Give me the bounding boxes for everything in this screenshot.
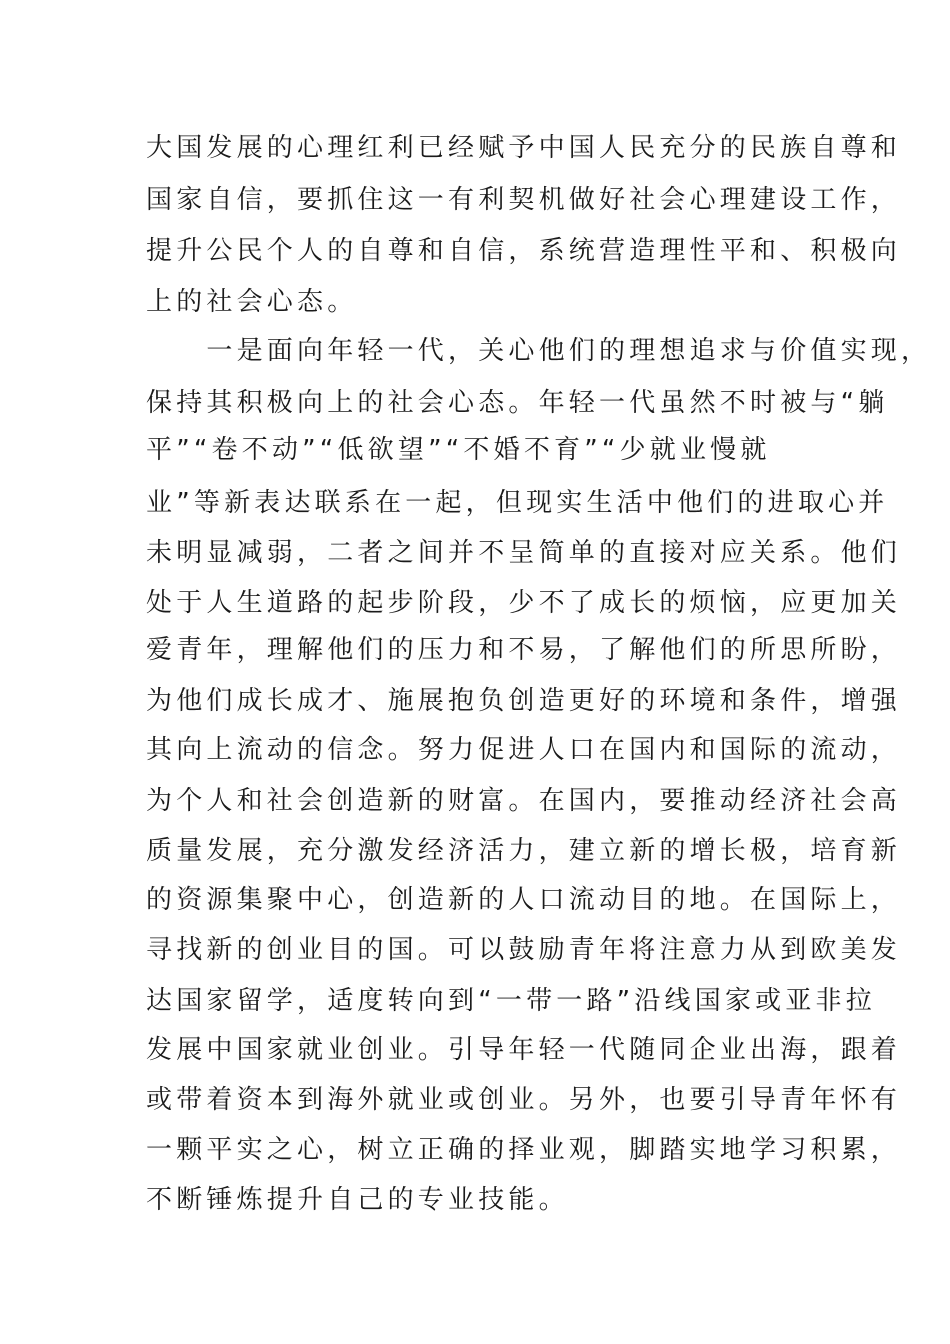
text-line: 保持其积极向上的社会心态。年轻一代虽然不时被与“躺: [146, 388, 889, 418]
text-line: 未明显减弱，二者之间并不呈简单的直接对应关系。他们: [146, 538, 902, 568]
text-line: 一是面向年轻一代，关心他们的理想追求与价值实现，: [146, 336, 932, 366]
text-line: 达国家留学，适度转向到“一带一路”沿线国家或亚非拉: [146, 986, 876, 1016]
text-line: 不断锤炼提升自己的专业技能。: [146, 1185, 569, 1215]
text-line: 爱青年，理解他们的压力和不易，了解他们的所思所盼，: [146, 635, 902, 665]
text-line: 提升公民个人的自尊和自信，系统营造理性平和、积极向: [146, 236, 902, 266]
text-line: 质量发展，充分激发经济活力，建立新的增长极，培育新: [146, 836, 902, 866]
text-line: 或带着资本到海外就业或创业。另外，也要引导青年怀有: [146, 1085, 902, 1115]
text-line: 上的社会心态。: [146, 287, 358, 317]
text-line: 一颗平实之心，树立正确的择业观，脚踏实地学习积累，: [146, 1135, 902, 1165]
text-line: 发展中国家就业创业。引导年轻一代随同企业出海，跟着: [146, 1035, 902, 1065]
text-line: 业”等新表达联系在一起，但现实生活中他们的进取心并: [146, 488, 889, 518]
text-line: 国家自信，要抓住这一有利契机做好社会心理建设工作，: [146, 185, 902, 215]
text-line: 处于人生道路的起步阶段，少不了成长的烦恼，应更加关: [146, 588, 902, 618]
text-line: 平”“卷不动”“低欲望”“不婚不育”“少就业慢就: [146, 435, 771, 465]
text-line: 寻找新的创业目的国。可以鼓励青年将注意力从到欧美发: [146, 935, 902, 965]
text-line: 的资源集聚中心，创造新的人口流动目的地。在国际上，: [146, 885, 902, 915]
text-line: 为个人和社会创造新的财富。在国内，要推动经济社会高: [146, 786, 902, 816]
text-line: 其向上流动的信念。努力促进人口在国内和国际的流动，: [146, 735, 902, 765]
text-line: 为他们成长成才、施展抱负创造更好的环境和条件，增强: [146, 686, 902, 716]
text-line: 大国发展的心理红利已经赋予中国人民充分的民族自尊和: [146, 133, 902, 163]
